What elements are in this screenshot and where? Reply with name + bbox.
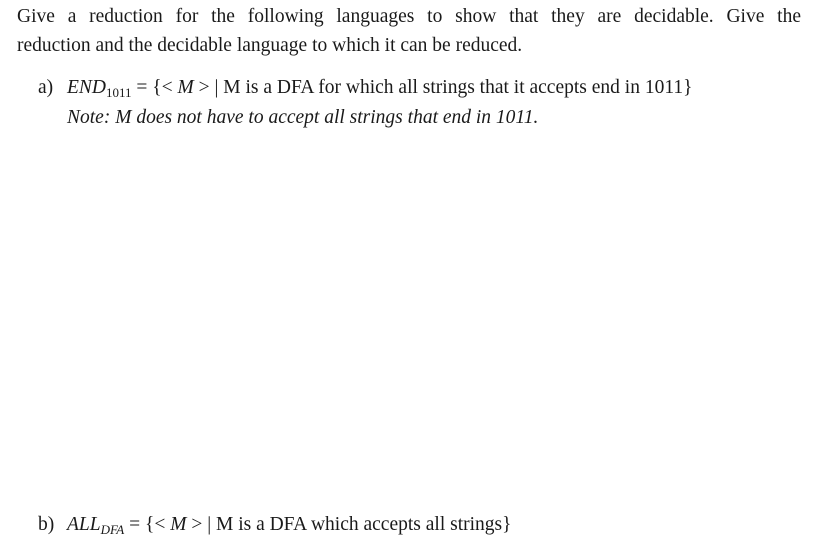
instructions-line-1: Give a reduction for the following languages to show that they are decidable. Give the [17,6,801,27]
instructions-line-2: reduction and the decidable language to which it can be reduced. [17,35,523,56]
problem-b-definition-variable: M [170,514,187,535]
problem-b-language-subscript: DFA [100,522,125,537]
problem-b-definition-body: > | M is a DFA which accepts all strings} [186,514,512,535]
problem-b [38,511,511,540]
problem-b-label: b) [38,514,55,535]
problem-a [38,74,692,103]
instructions-paragraph [17,2,801,60]
problem-a-language-name: END [67,77,106,98]
problem-a-definition-prefix: = {< [131,77,178,98]
problem-a-note: Note: M does not have to accept all strings that end in 1011. [67,107,539,128]
problem-b-definition-prefix: = {< [124,514,171,535]
problem-a-definition-variable: M [177,77,194,98]
problem-b-language-name: ALL [67,514,101,535]
problem-a-language-subscript: 1011 [106,85,132,100]
problem-a-definition-body: > | M is a DFA for which all strings that it accepts end in 1011} [193,77,693,98]
problem-a-label: a) [38,77,54,98]
